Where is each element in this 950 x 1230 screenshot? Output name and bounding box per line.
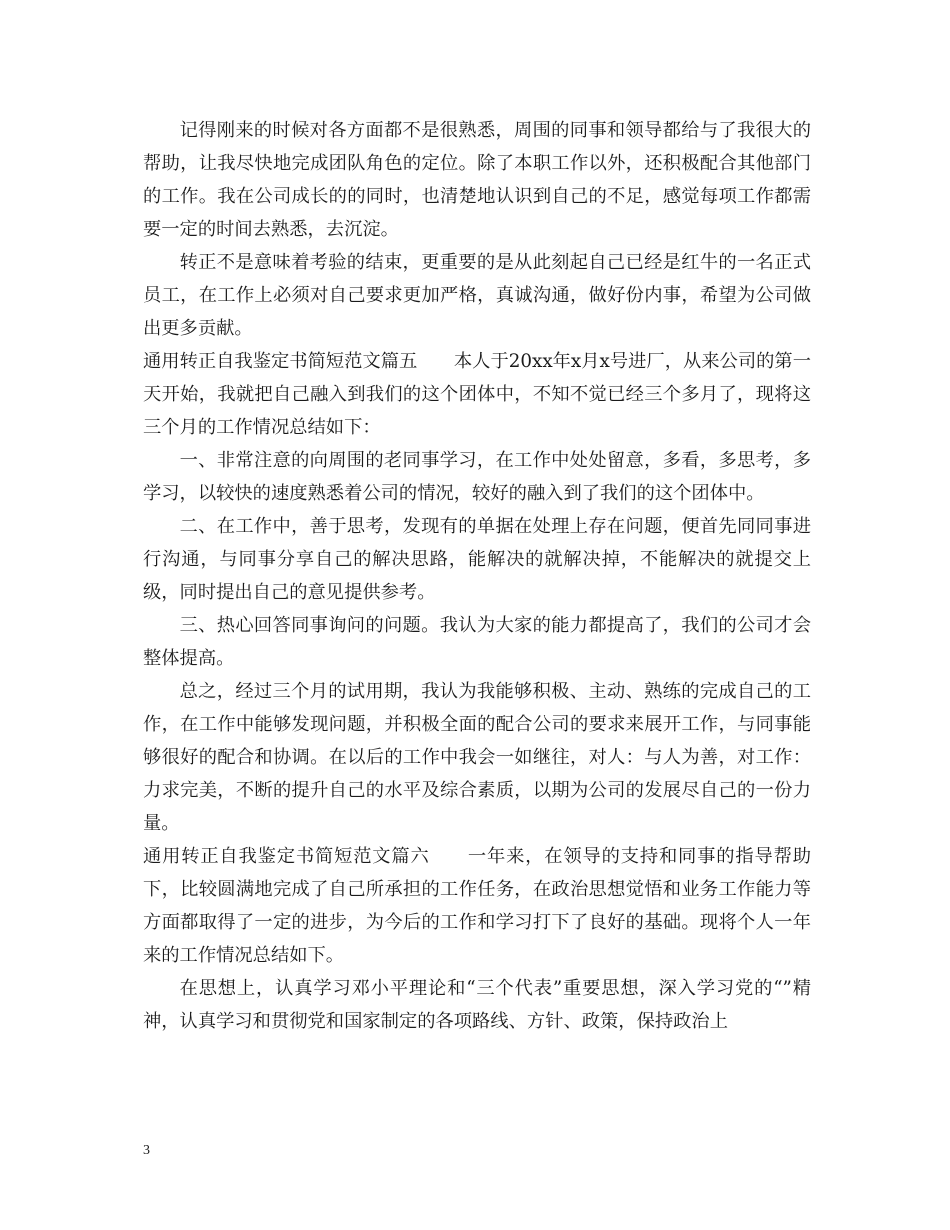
paragraph-1: 记得刚来的时候对各方面都不是很熟悉，周围的同事和领导都给与了我很大的帮助，让我尽快地完成团队角色的定位。除了本职工作以外，还积极配合其他部门的工作。我在公司成长的的同时，也清楚地认识到自己的不足，感觉每项工作都需要一定的时间去熟悉，去沉淀。 <box>143 120 811 240</box>
paragraph-8: 通用转正自我鉴定书简短范文篇六 一年来，在领导的支持和同事的指导帮助下，比较圆满地完成了自己所承担的工作任务，在政治思想觉悟和业务工作能力等方面都取得了一定的进步，为今后的工作和学习打下了良好的基础。现将个人一年来的工作情况总结如下。 <box>143 846 811 966</box>
paragraph-4: 一、非常注意的向周围的老同事学习，在工作中处处留意，多看，多思考，多学习，以较快的速度熟悉着公司的情况，较好的融入到了我们的这个团体中。 <box>143 450 811 504</box>
page-number: 3 <box>143 1143 150 1158</box>
paragraph-2: 转正不是意味着考验的结束，更重要的是从此刻起自己已经是红牛的一名正式员工，在工作上必须对自己要求更加严格，真诚沟通，做好份内事，希望为公司做出更多贡献。 <box>143 252 811 339</box>
paragraph-3: 通用转正自我鉴定书简短范文篇五 本人于20xx年x月x号进厂，从来公司的第一天开始，我就把自己融入到我们的这个团体中，不知不觉已经三个多月了，现将这三个月的工作情况总结如下： <box>143 351 811 438</box>
document-body <box>143 114 811 1038</box>
paragraph-5: 二、在工作中，善于思考，发现有的单据在处理上存在问题，便首先同同事进行沟通，与同事分享自己的解决思路，能解决的就解决掉，不能解决的就提交上级，同时提出自己的意见提供参考。 <box>143 516 811 603</box>
paragraph-6: 三、热心回答同事询问的问题。我认为大家的能力都提高了，我们的公司才会整体提高。 <box>143 615 811 669</box>
paragraph-9: 在思想上，认真学习邓小平理论和“三个代表”重要思想，深入学习党的“”精神，认真学习和贯彻党和国家制定的各项路线、方针、政策，保持政治上 <box>143 978 811 1032</box>
paragraph-7: 总之，经过三个月的试用期，我认为我能够积极、主动、熟练的完成自己的工作，在工作中能够发现问题，并积极全面的配合公司的要求来展开工作，与同事能够很好的配合和协调。在以后的工作中我会一如继往，对人：与人为善，对工作：力求完美，不断的提升自己的水平及综合素质，以期为公司的发展尽自己的一份力量。 <box>143 681 811 834</box>
